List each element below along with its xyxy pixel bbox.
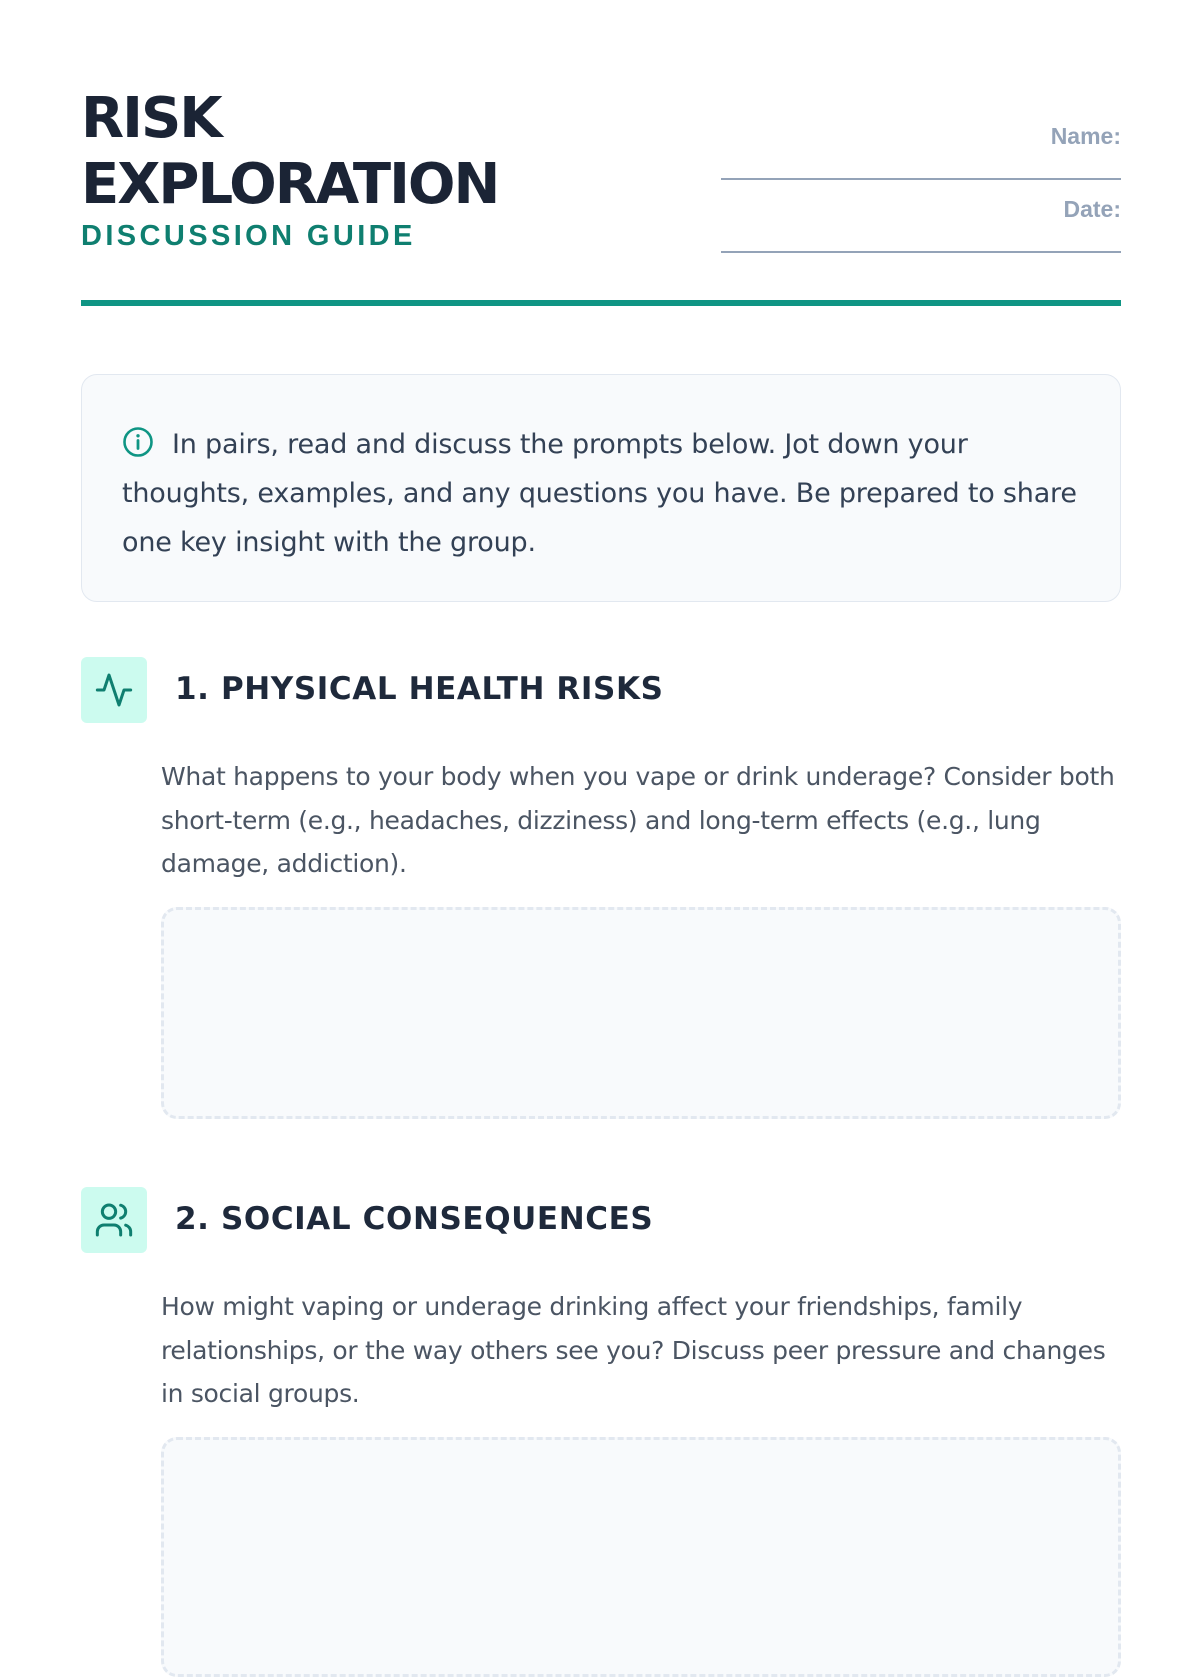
- users-icon: [94, 1200, 134, 1240]
- header-divider: [81, 300, 1121, 306]
- date-field[interactable]: [721, 193, 1121, 266]
- student-fields: [721, 120, 1121, 266]
- answer-area[interactable]: [161, 907, 1121, 1119]
- worksheet-header: [81, 0, 1121, 306]
- answer-area[interactable]: [161, 1437, 1121, 1677]
- instructions-paragraph: [122, 420, 1080, 567]
- section-title: 2. SOCIAL CONSEQUENCES: [175, 1201, 654, 1237]
- name-field[interactable]: [721, 120, 1121, 193]
- section-title: 1. PHYSICAL HEALTH RISKS: [175, 671, 664, 707]
- date-line[interactable]: [721, 251, 1121, 253]
- section-icon-badge: [81, 1187, 147, 1253]
- info-icon: [122, 426, 154, 458]
- activity-icon: [94, 670, 134, 710]
- section-icon-badge: [81, 657, 147, 723]
- page-title: [81, 86, 498, 218]
- name-label: Name:: [1050, 123, 1121, 149]
- name-line[interactable]: [721, 178, 1121, 180]
- section-prompt: What happens to your body when you vape or drink underage? Consider both short-term (e.g., headaches, dizziness) and long-term effects (e.g., lung damage, addiction).: [161, 762, 1115, 878]
- page-subtitle: DISCUSSION GUIDE: [81, 220, 416, 252]
- title-line-1: RISK: [81, 86, 221, 151]
- instructions-text: In pairs, read and discuss the prompts below. Jot down your thoughts, examples, and any questions you have. Be prepared to share one key insight with the group.: [122, 429, 1077, 558]
- worksheet-page: [81, 0, 1121, 1408]
- instructions-box: [81, 374, 1121, 602]
- date-label: Date:: [1063, 196, 1121, 222]
- section-prompt: How might vaping or underage drinking affect your friendships, family relationships, or the way others see you? Discuss peer pressure and changes in social groups.: [161, 1292, 1106, 1408]
- title-line-2: EXPLORATION: [81, 152, 499, 217]
